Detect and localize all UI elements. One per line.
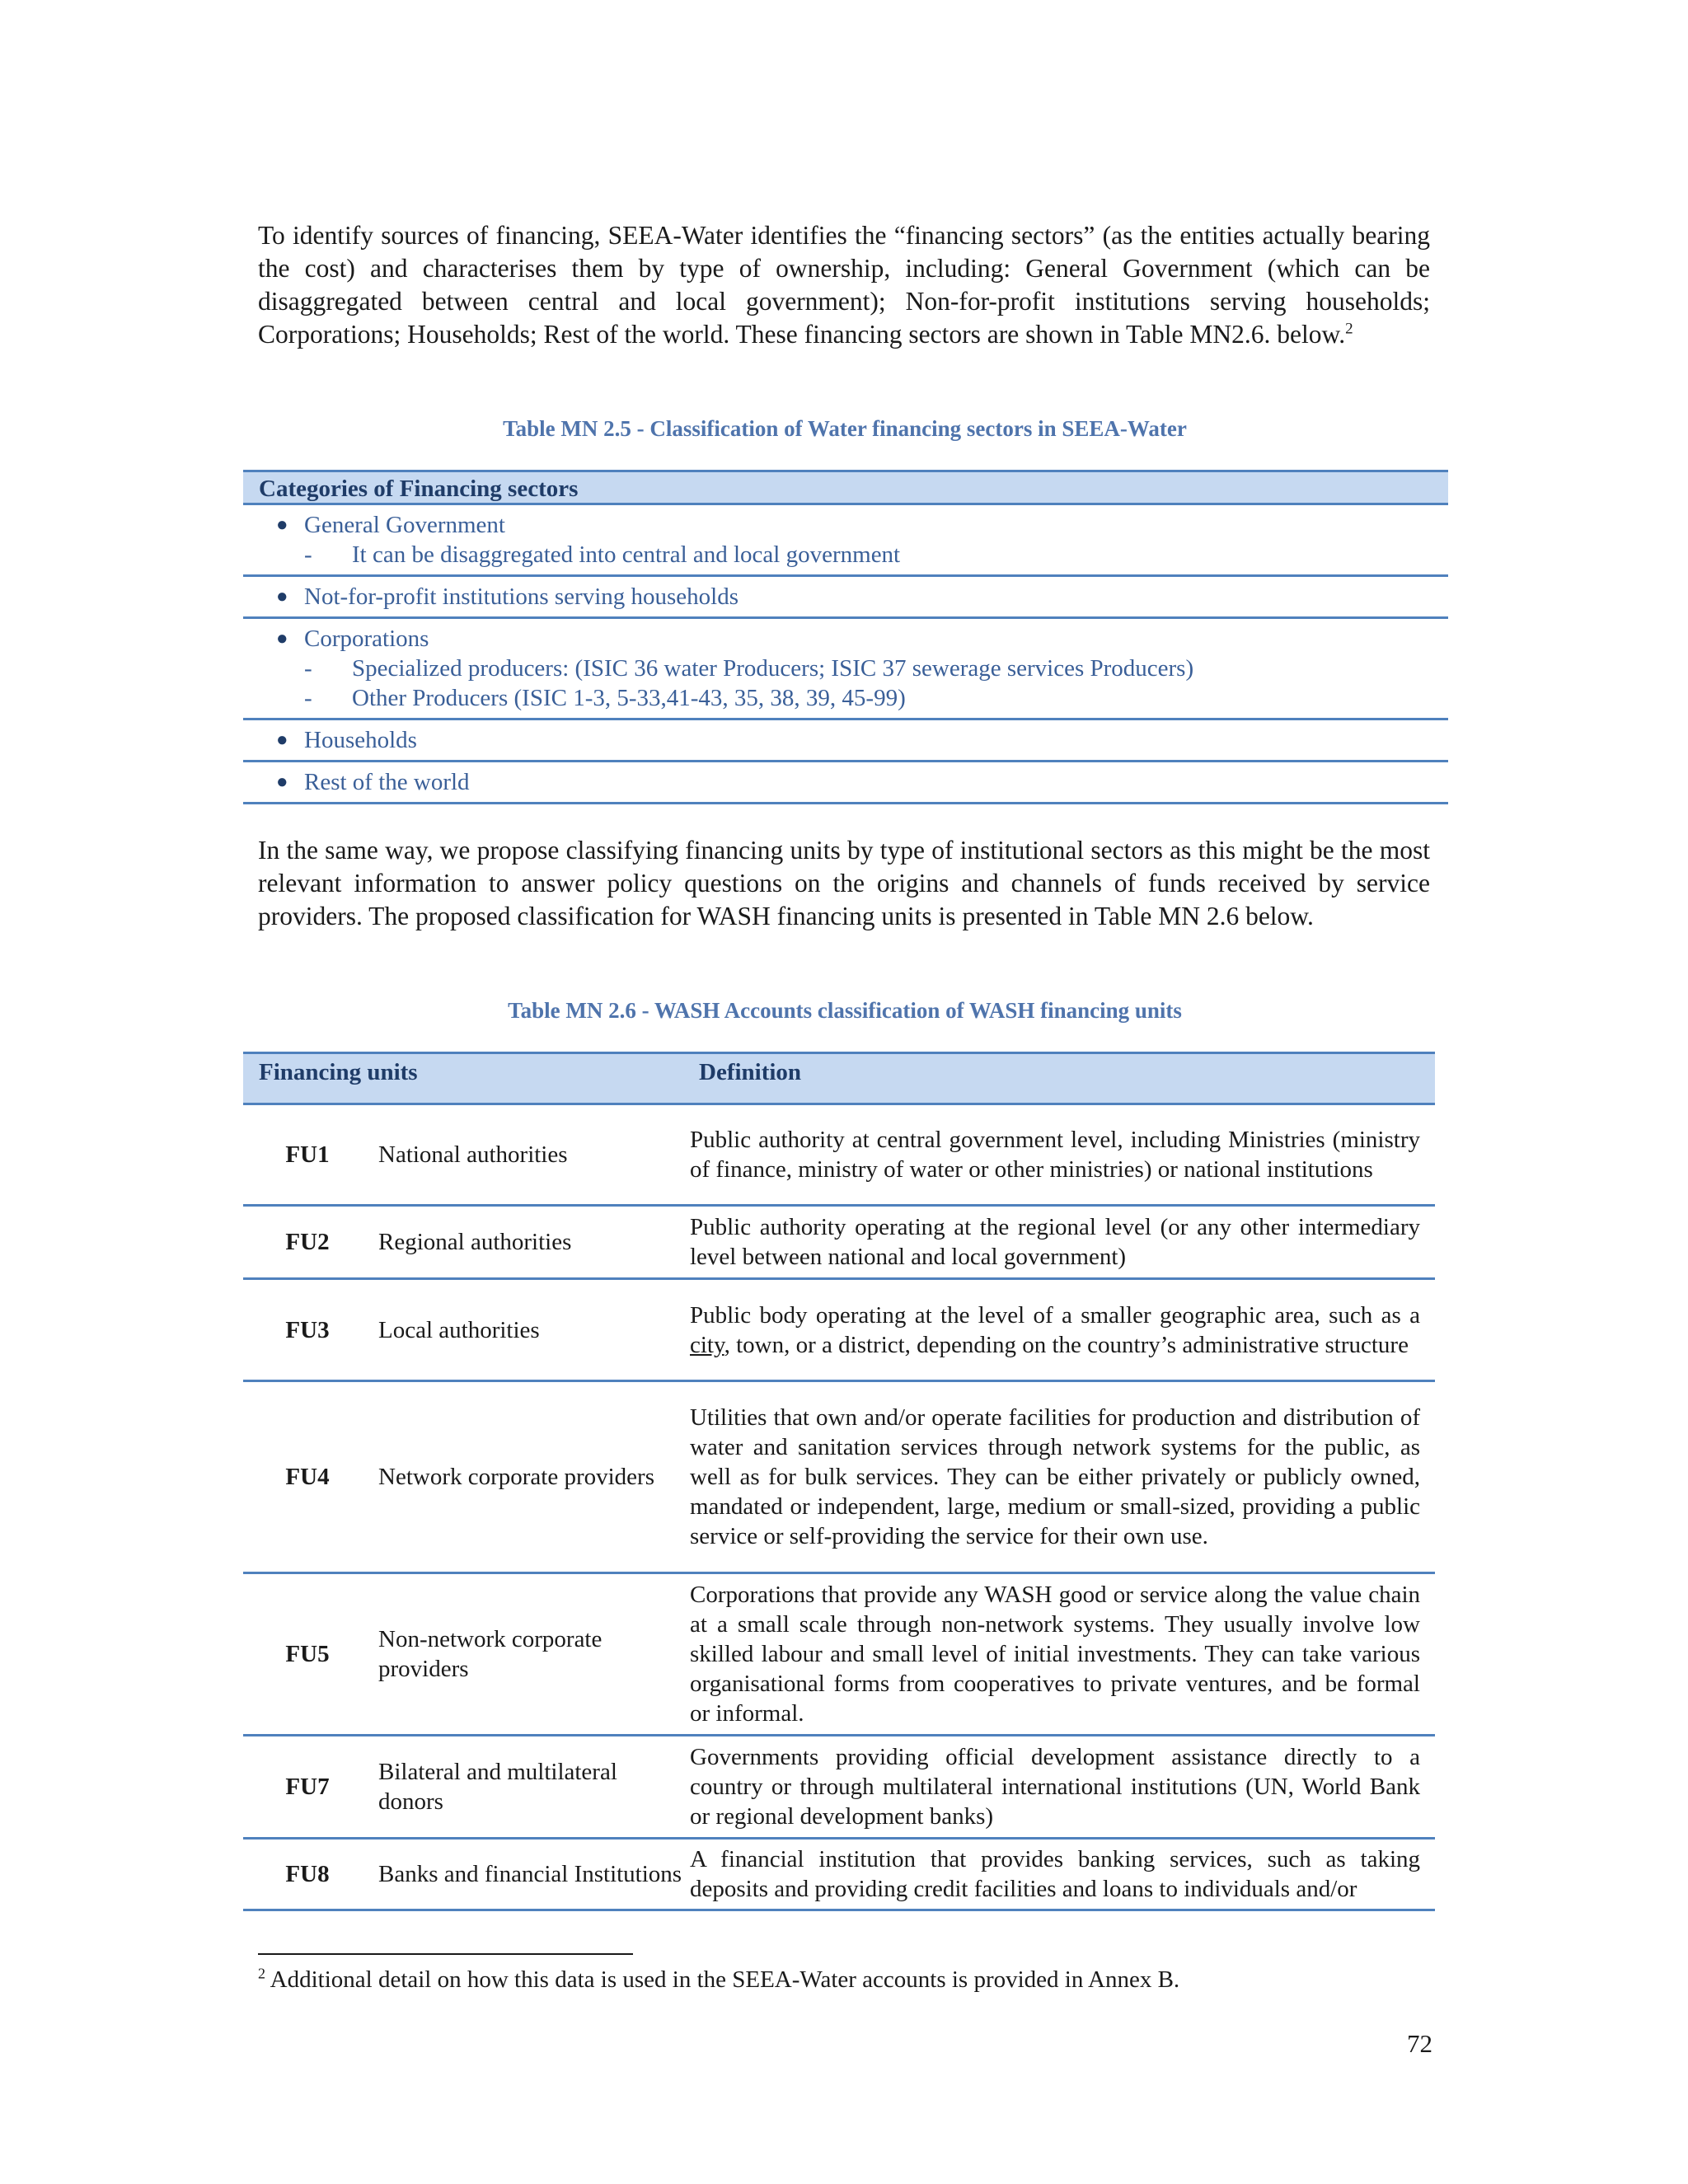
unit-name: Network corporate providers [378, 1381, 683, 1573]
table2-caption: Table MN 2.6 - WASH Accounts classification of WASH financing units [508, 998, 1182, 1023]
table1-row: ● General Government - It can be disaggregated into central and local government [243, 505, 1448, 577]
second-paragraph: In the same way, we propose classifying financing units by type of institutional sectors as this might be the most relevant information to answer policy questions on the origins and channels of funds received by service providers. The proposed classification for WASH financing units is presented in Table MN 2.6 below. [258, 836, 1430, 930]
unit-definition: Public body operating at the level of a smaller geographic area, such as a city, town, or a district, depending on the country’s administrative structure [683, 1279, 1435, 1381]
bullet-icon: ● [276, 627, 288, 649]
bullet-icon: ● [276, 585, 288, 607]
unit-name: Banks and financial Institutions [378, 1839, 683, 1910]
unit-definition: A financial institution that provides banking services, such as taking deposits and providing credit facilities and loans to individuals and/or [683, 1839, 1435, 1910]
unit-name: National authorities [378, 1104, 683, 1206]
unit-code: FU2 [243, 1206, 378, 1279]
bullet-icon: ● [276, 771, 288, 793]
table-row [243, 1736, 1435, 1839]
table-row [243, 1839, 1435, 1910]
header-financing-units: Financing units [243, 1053, 683, 1104]
unit-code: FU7 [243, 1736, 378, 1839]
table1-caption: Table MN 2.5 - Classification of Water financing sectors in SEEA-Water [503, 416, 1187, 441]
unit-code: FU5 [243, 1573, 378, 1736]
dash-marker: - [304, 654, 312, 682]
unit-code: FU8 [243, 1839, 378, 1910]
table1-row: ● Rest of the world [243, 762, 1448, 804]
unit-name: Bilateral and multilateral donors [378, 1736, 683, 1839]
bullet-icon: ● [276, 513, 288, 536]
unit-code: FU4 [243, 1381, 378, 1573]
table-row [243, 1279, 1435, 1381]
intro-paragraph: To identify sources of financing, SEEA-Water identifies the “financing sectors” (as the entities actually bearing the cost) and characterises them by type of ownership, including: General Government (which can be disaggregated between central and local government); Non-for-profit institutions serving households; Corporations; Households; Rest of the world. These financing sectors are shown in Table MN2.6. below.$^2$ [258, 221, 1430, 349]
dash-marker: - [304, 684, 312, 711]
table-row [243, 1573, 1435, 1736]
unit-code: FU3 [243, 1279, 378, 1381]
unit-code: FU1 [243, 1104, 378, 1206]
unit-definition: Utilities that own and/or operate facilities for production and distribution of water and sanitation services through network systems for the public, as well as for bulk services. They can be either privately or publicly owned, mandated or independent, large, medium or small-sized, providing a public service or self-providing the service for their own use. [683, 1381, 1435, 1573]
table1-row: ● Corporations - Specialized producers: (ISIC 36 water Producers; ISIC 37 sewerage services Producers) - Other Producers (ISIC 1-3, 5-33,41-43, 35, 38, 39, 45-99) [243, 619, 1448, 720]
table2-header-row [243, 1053, 1435, 1104]
footnote: $^2$ Additional detail on how this data is used in the SEEA-Water accounts is provided in Annex B. [258, 1965, 1180, 1993]
footnote-number: 2 [258, 1965, 265, 1982]
footnote-divider [258, 1953, 633, 1955]
city-link[interactable]: city [690, 1331, 724, 1358]
table1-row: ● Not-for-profit institutions serving households [243, 577, 1448, 619]
unit-definition: Governments providing official development assistance directly to a country or through multilateral international institutions (UN, World Bank or regional development banks) [683, 1736, 1435, 1839]
dash-marker: - [304, 541, 312, 568]
unit-name: Local authorities [378, 1279, 683, 1381]
unit-name: Non-network corporate providers [378, 1573, 683, 1736]
table-row [243, 1104, 1435, 1206]
footnote-ref: 2 [1345, 320, 1353, 338]
financing-units-table [243, 1052, 1435, 1911]
table-row [243, 1381, 1435, 1573]
bullet-icon: ● [276, 729, 288, 751]
unit-definition: Public authority at central government level, including Ministries (ministry of finance, ministry of water or other ministries) or national institutions [683, 1104, 1435, 1206]
unit-definition: Corporations that provide any WASH good or service along the value chain at a small scale through non-network systems. They usually involve low skilled labour and small level of initial investments. They can take various organisational forms from cooperatives to private ventures, and be formal or informal. [683, 1573, 1435, 1736]
table1-header: Categories of Financing sectors [243, 470, 1448, 505]
unit-definition: Public authority operating at the regional level (or any other intermediary level between national and local government) [683, 1206, 1435, 1279]
financing-sectors-table [243, 470, 1448, 804]
header-definition: Definition [683, 1053, 1435, 1104]
unit-name: Regional authorities [378, 1206, 683, 1279]
table1-row: ● Households [243, 720, 1448, 762]
table-row [243, 1206, 1435, 1279]
page-number: 72 [1407, 2029, 1432, 2058]
